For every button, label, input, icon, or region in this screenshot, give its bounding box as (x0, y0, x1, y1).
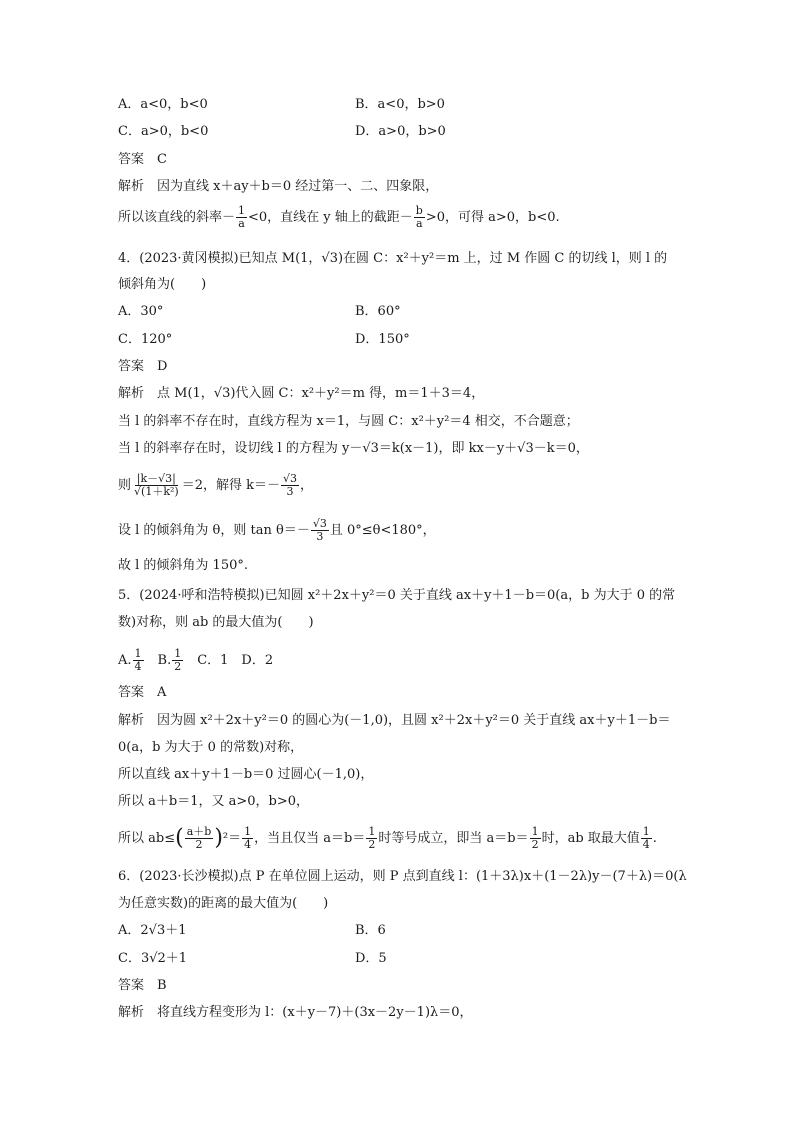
option-b-q3: B．a<0，b>0 (355, 97, 445, 112)
fraction-denominator: a (416, 217, 423, 230)
answer-q3: 答案 C (118, 152, 167, 167)
text-segment: 时，ab 取最大值 (541, 831, 640, 846)
option-c-q6: C．3√2＋1 (118, 951, 188, 966)
answer-q5: 答案 A (118, 685, 167, 700)
fraction (281, 473, 299, 498)
question-5-line2: 数)对称，则 ab 的最大值为( ) (118, 615, 314, 630)
question-5-line1: 5．(2024·呼和浩特模拟)已知圆 x²＋2x＋y²＝0 关于直线 ax＋y＋1－b＝0(a，b 为大于 0 的常 (118, 588, 676, 603)
option-b-q6: B．6 (355, 923, 386, 938)
option-c-q4: C．120° (118, 332, 173, 347)
fraction (242, 826, 253, 851)
fraction-denominator: 4 (642, 838, 650, 851)
text-segment: >0，可得 a>0，b<0. (425, 210, 560, 225)
fraction (311, 518, 329, 543)
options-q5 (118, 648, 273, 673)
fraction-numerator: 1 (642, 825, 650, 838)
fraction-numerator: 1 (368, 825, 376, 838)
analysis-q5-line4: 所以 a＋b＝1，又 a>0，b>0， (118, 794, 310, 809)
fraction (641, 826, 652, 851)
answer-q4: 答案 D (118, 359, 168, 374)
analysis-q5-line5 (118, 826, 657, 851)
text-segment: C．1 D．2 (184, 653, 274, 668)
analysis-q3-line1: 解析 因为直线 x＋ay＋b＝0 经过第一、二、四象限， (118, 179, 439, 194)
fraction-numerator: 1 (531, 825, 539, 838)
fraction-denominator: 2 (531, 838, 539, 851)
text-segment: A. (118, 653, 132, 668)
fraction-denominator: √(1＋k²) (134, 485, 179, 498)
text-segment: ＝2，解得 k＝－ (181, 478, 280, 493)
option-c-q3: C．a>0，b<0 (118, 124, 209, 139)
fraction-numerator: √3 (282, 472, 297, 485)
option-d-q3: D．a>0，b>0 (355, 124, 446, 139)
question-6-line1: 6．(2023·长沙模拟)点 P 在单位圆上运动，则 P 点到直线 l：(1＋3λ)x＋(1－2λ)y－(7＋λ)＝0(λ (118, 869, 687, 884)
analysis-q3-line2 (118, 205, 560, 230)
analysis-q5-line3: 所以直线 ax＋y＋1－b＝0 过圆心(－1,0)， (118, 767, 374, 782)
fraction (132, 473, 181, 498)
text-segment: 所以 ab≤ (118, 831, 176, 846)
text-segment: 所以该直线的斜率－ (118, 210, 236, 225)
option-a-q4: A．30° (118, 304, 164, 319)
fraction (172, 648, 183, 673)
fraction-numerator: 1 (174, 647, 182, 660)
fraction-denominator: a (238, 217, 245, 230)
fraction-denominator: 2 (195, 838, 203, 851)
option-d-q6: D．5 (355, 951, 387, 966)
text-segment: <0，直线在 y 轴上的截距－ (248, 210, 413, 225)
text-segment: ²＝ (222, 831, 242, 846)
fraction-numerator: b (415, 204, 423, 217)
fraction-numerator: |k－√3| (136, 472, 176, 485)
fraction-numerator: a＋b (186, 825, 212, 838)
fraction (530, 826, 541, 851)
fraction-denominator: 4 (244, 838, 252, 851)
fraction-denominator: 3 (316, 530, 324, 543)
analysis-q4-line4 (118, 473, 313, 498)
question-6-line2: 为任意实数)的距离的最大值为( ) (118, 896, 329, 911)
option-d-q4: D．150° (355, 332, 410, 347)
text-segment: 且 0°≤θ<180°， (329, 523, 436, 538)
left-paren: ( (175, 825, 184, 851)
fraction (414, 205, 425, 230)
answer-q6: 答案 B (118, 978, 167, 993)
fraction-numerator: √3 (312, 517, 327, 530)
text-segment: 时等号成立，即当 a＝b＝ (378, 831, 529, 846)
fraction (185, 826, 214, 851)
text-segment: B. (144, 653, 172, 668)
fraction-numerator: 1 (244, 825, 252, 838)
fraction-denominator: 3 (286, 485, 294, 498)
text-segment: ，当且仅当 a＝b＝ (254, 831, 366, 846)
right-paren: ) (214, 825, 223, 851)
analysis-q4-line1: 解析 点 M(1，√3)代入圆 C：x²＋y²＝m 得，m＝1＋3＝4， (118, 386, 485, 401)
analysis-q5-line2: 0(a，b 为大于 0 的常数)对称， (118, 740, 304, 755)
fraction-numerator: 1 (238, 204, 246, 217)
analysis-q4-line2: 当 l 的斜率不存在时，直线方程为 x＝1，与圆 C：x²＋y²＝4 相交，不合题意； (118, 414, 579, 429)
option-a-q3: A．a<0，b<0 (118, 97, 208, 112)
analysis-q4-line3: 当 l 的斜率存在时，设切线 l 的方程为 y－√3＝k(x－1)，即 kx－y＋√3－k＝0， (118, 441, 589, 456)
fraction-denominator: 2 (368, 838, 376, 851)
fraction-numerator: 1 (134, 647, 142, 660)
option-a-q6: A．2√3＋1 (118, 923, 187, 938)
fraction-denominator: 2 (174, 660, 182, 673)
analysis-q4-line5 (118, 518, 436, 543)
fraction (236, 205, 247, 230)
analysis-q5-line1: 解析 因为圆 x²＋2x＋y²＝0 的圆心为(－1,0)，且圆 x²＋2x＋y²＝0 关于直线 ax＋y＋1－b＝ (118, 713, 671, 728)
analysis-q6-line1: 解析 将直线方程变形为 l：(x＋y－7)＋(3x－2y－1)λ＝0， (118, 1005, 473, 1020)
text-segment: ， (299, 478, 313, 493)
analysis-q4-line6: 故 l 的倾斜角为 150°. (118, 558, 249, 573)
text-segment: . (652, 831, 657, 846)
text-segment: 设 l 的倾斜角为 θ，则 tan θ＝－ (118, 523, 310, 538)
fraction-denominator: 4 (134, 660, 142, 673)
fraction (133, 648, 144, 673)
question-4-line1: 4．(2023·黄冈模拟)已知点 M(1，√3)在圆 C：x²＋y²＝m 上，过 M 作圆 C 的切线 l，则 l 的 (118, 251, 668, 266)
option-b-q4: B．60° (355, 304, 401, 319)
text-segment: 则 (118, 478, 132, 493)
fraction (366, 826, 377, 851)
question-4-line2: 倾斜角为( ) (118, 277, 207, 292)
